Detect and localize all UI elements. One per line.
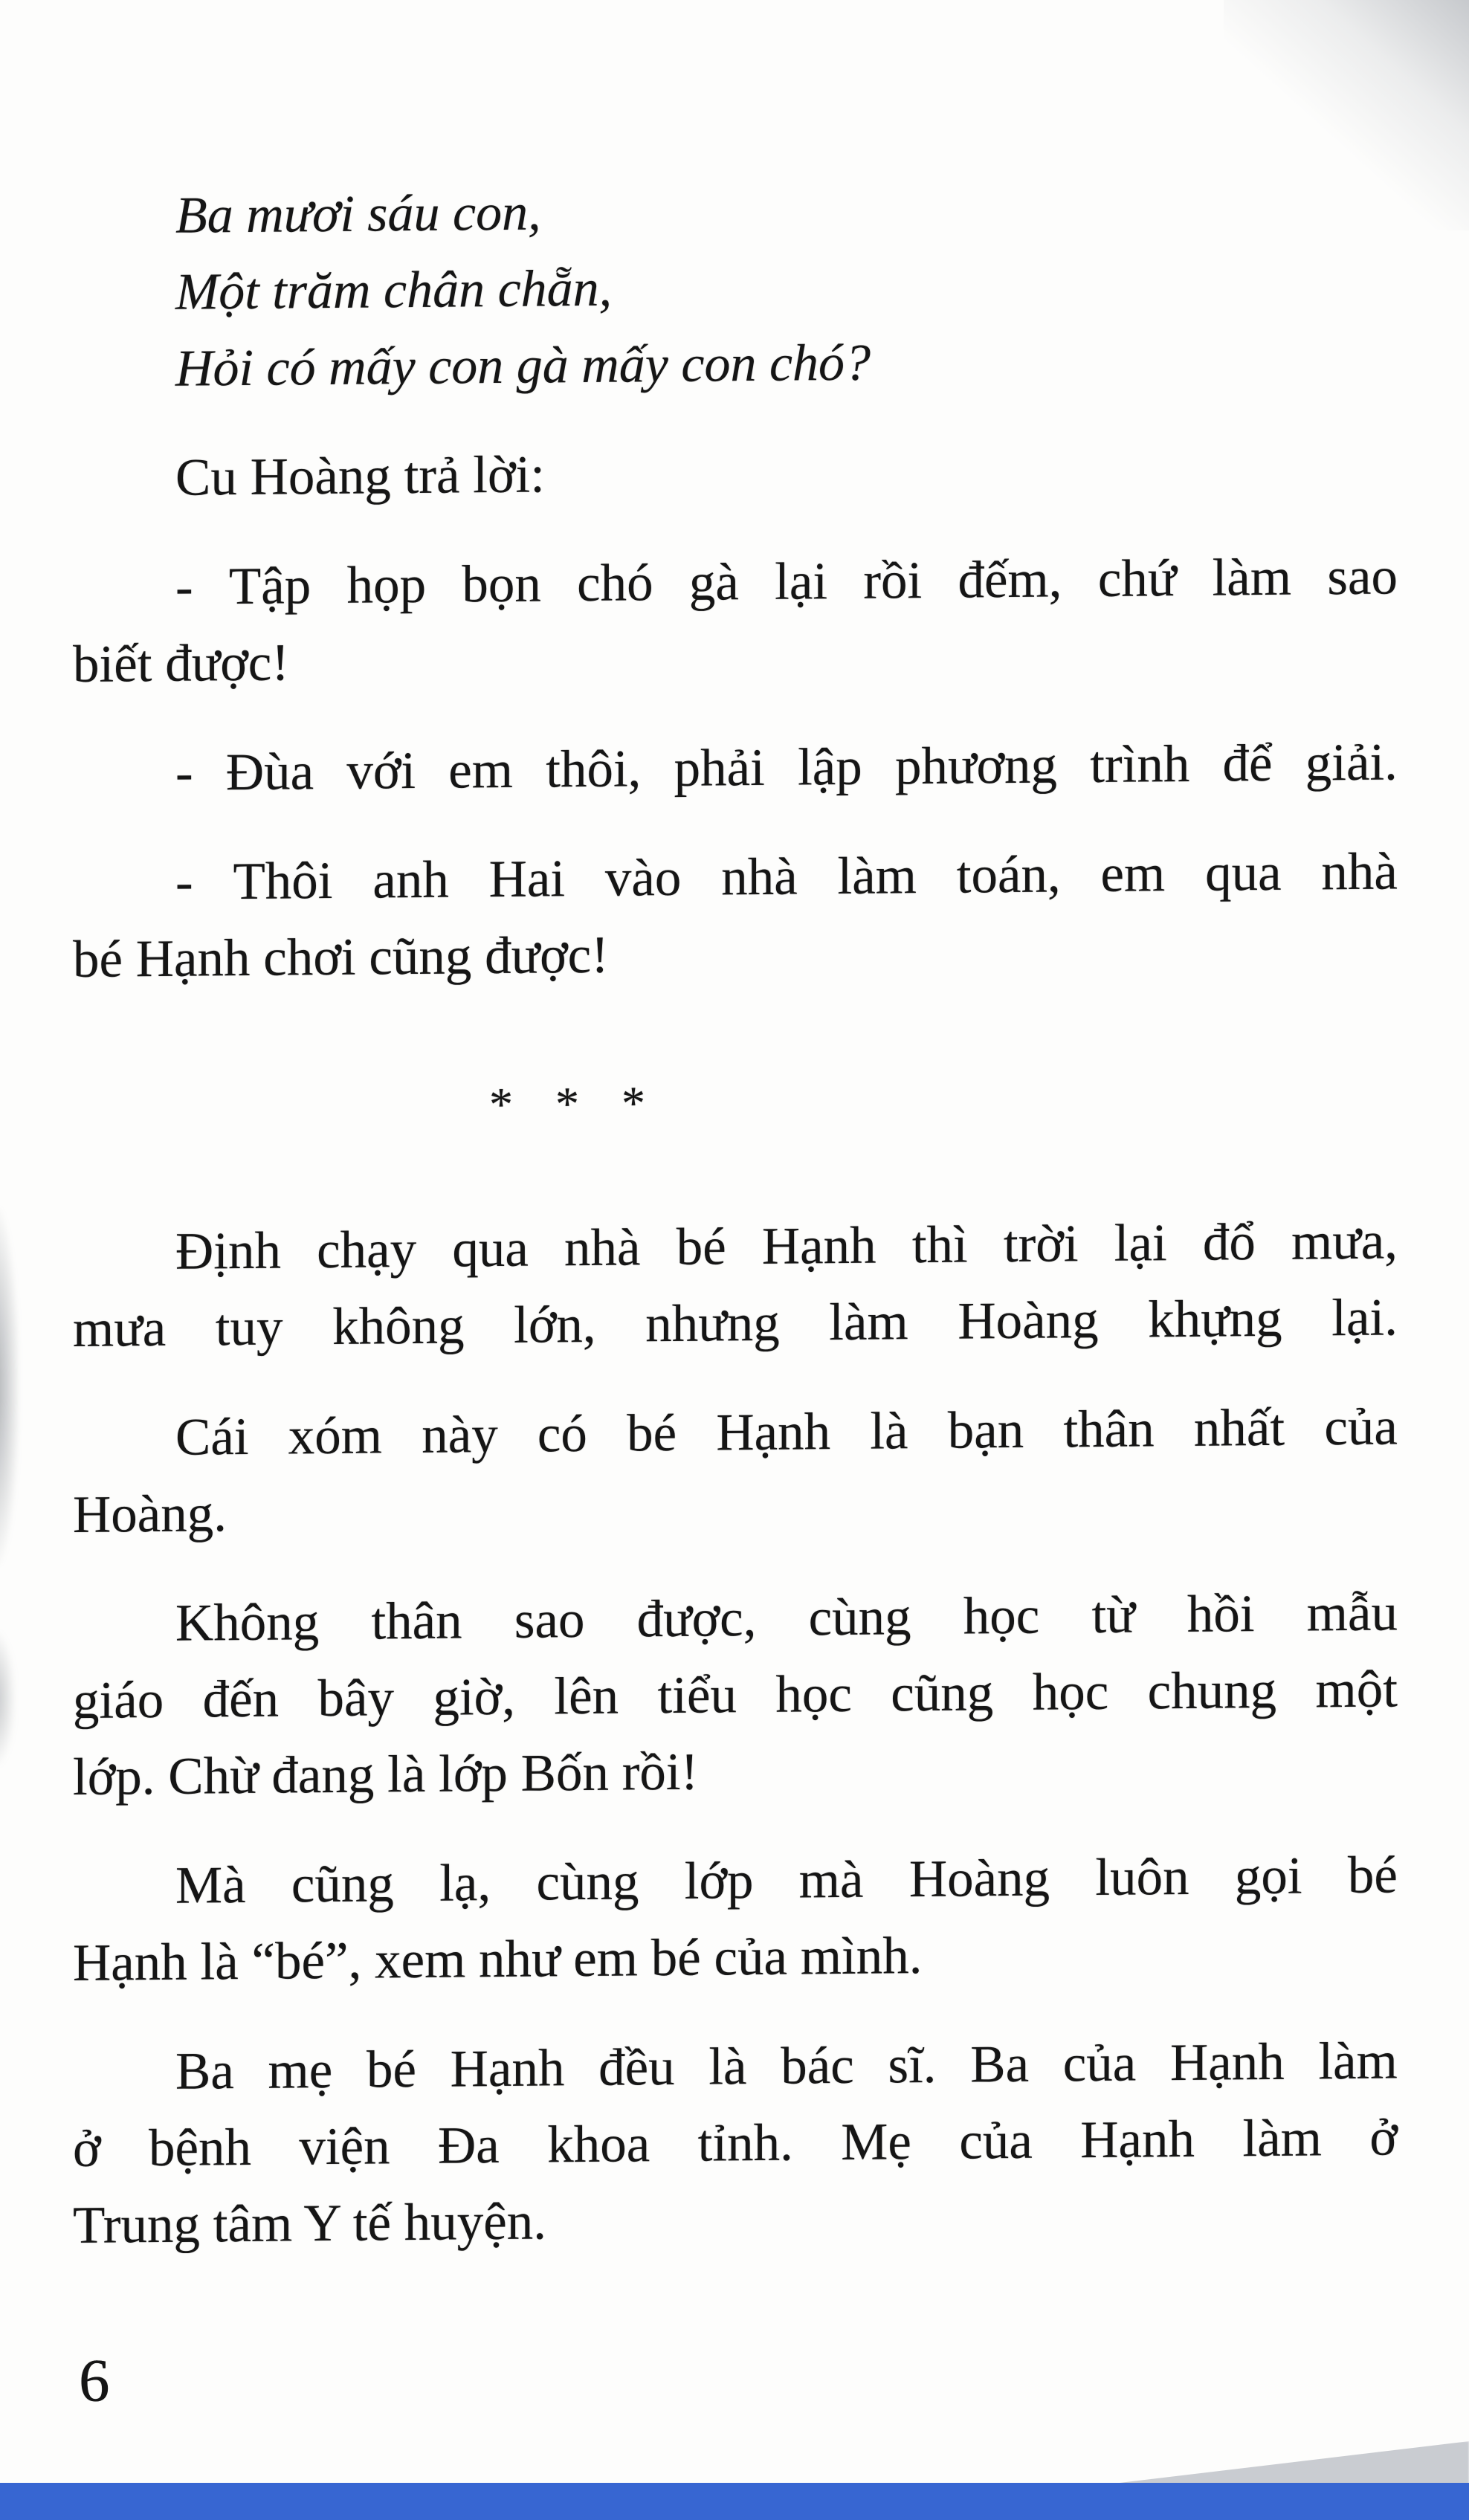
word: khựng: [1148, 1289, 1282, 1349]
word: làm: [1242, 2109, 1322, 2168]
word: bé: [366, 2040, 416, 2099]
word: lớp: [684, 1852, 754, 1910]
word: đều: [598, 2038, 675, 2097]
word: Hạnh: [716, 1403, 831, 1462]
word: Đa: [438, 2116, 500, 2175]
word: một: [1315, 1660, 1398, 1719]
word: Hai: [488, 850, 566, 909]
word: chung: [1147, 1661, 1277, 1721]
word: trời: [1003, 1215, 1079, 1274]
text-line: Cu Hoàng trả lời:: [175, 445, 545, 507]
word: bây: [317, 1669, 395, 1728]
word: Hạnh: [761, 1216, 876, 1276]
word: mưa: [73, 1299, 167, 1358]
word: nhất: [1193, 1398, 1285, 1458]
word: anh: [372, 850, 449, 910]
word: bé: [1347, 1846, 1398, 1905]
word: chạy: [317, 1220, 417, 1280]
text-line: [73, 1837, 1398, 1925]
word: bé: [676, 1218, 726, 1276]
word: ở: [1369, 2108, 1398, 2167]
poem-line: Hỏi có mấy con gà mấy con chó?: [175, 334, 871, 398]
word: *: [622, 1076, 645, 1130]
word: Cái: [175, 1407, 249, 1467]
page-text-column: [73, 0, 1398, 2414]
word: tuy: [215, 1298, 283, 1357]
word: -: [175, 853, 193, 911]
word: bác: [781, 2036, 854, 2096]
scan-smudge-left-small: [0, 1632, 15, 1765]
scan-smudge-left: [0, 1208, 19, 1565]
word: thôi,: [546, 740, 642, 799]
text-line: [73, 1389, 1398, 1477]
word: lại: [1114, 1214, 1167, 1273]
word: viện: [299, 2117, 390, 2177]
poem-line: Một trăm chân chẵn,: [175, 259, 613, 321]
word: vào: [604, 848, 682, 908]
word: Định: [175, 1221, 281, 1281]
word: Hạnh: [1080, 2110, 1195, 2170]
word: mẫu: [1306, 1583, 1398, 1643]
word: sao: [514, 1590, 585, 1650]
text-line: [73, 1574, 1398, 1663]
word: sĩ.: [888, 2035, 937, 2095]
word: thân: [1063, 1400, 1155, 1459]
word: học: [963, 1586, 1040, 1646]
word: xóm: [288, 1406, 383, 1466]
word: cùng: [536, 1852, 639, 1912]
word: chứ: [1097, 549, 1177, 608]
word: *: [489, 1077, 513, 1131]
word: -: [175, 743, 193, 802]
text-line: Hạnh là “bé”, xem như em bé của mình.: [73, 1927, 923, 1992]
word: từ: [1091, 1586, 1135, 1645]
text-line: Hoàng.: [73, 1484, 227, 1544]
word: giờ,: [433, 1667, 515, 1727]
word: làm: [829, 1293, 908, 1352]
word: làm: [1212, 548, 1292, 607]
word: lạ,: [439, 1854, 491, 1913]
word: nhà: [721, 847, 798, 907]
word: học: [1032, 1662, 1109, 1722]
text-line: lớp. Chừ đang là lớp Bốn rồi!: [73, 1742, 699, 1806]
word: Ba: [175, 2042, 234, 2101]
word: hồi: [1186, 1585, 1255, 1644]
word: nhưng: [645, 1293, 780, 1354]
word: rồi: [863, 552, 923, 610]
text-line: [73, 1203, 1398, 1291]
word: toán,: [956, 845, 1061, 905]
word: thân: [371, 1592, 462, 1651]
word: tiểu: [657, 1666, 737, 1725]
word: với: [346, 741, 416, 801]
word: Mà: [175, 1855, 246, 1915]
text-line: Trung tâm Y tế huyện.: [73, 2192, 546, 2255]
word: làm: [1318, 2032, 1398, 2091]
word: Tập: [228, 557, 311, 616]
word: cũng: [291, 1855, 394, 1914]
word: mà: [798, 1850, 864, 1910]
word: nhà: [1321, 842, 1398, 902]
word: Hoàng: [908, 1849, 1050, 1909]
word: bạn: [947, 1400, 1024, 1460]
word: bé: [627, 1403, 677, 1463]
word: của: [1324, 1398, 1398, 1457]
word: khoa: [547, 2115, 650, 2174]
text-line: [73, 1651, 1398, 1739]
word: mưa,: [1291, 1212, 1398, 1271]
word: cùng: [808, 1588, 911, 1647]
word: bệnh: [148, 2118, 251, 2178]
word: phương: [895, 736, 1058, 796]
word: lên: [554, 1667, 619, 1726]
word: giải.: [1305, 733, 1398, 792]
word: tỉnh.: [697, 2113, 793, 2173]
word: học: [775, 1664, 852, 1724]
word: nhà: [564, 1218, 641, 1278]
word: mẹ: [268, 2041, 333, 2100]
word: là: [708, 2038, 747, 2096]
text-line: bé Hạnh chơi cũng được!: [73, 925, 609, 989]
word: *: [555, 1077, 579, 1131]
word: sao: [1327, 547, 1398, 607]
word: được,: [636, 1589, 757, 1649]
word: lại.: [1331, 1288, 1398, 1348]
word: là: [870, 1402, 908, 1461]
word: có: [537, 1404, 587, 1464]
word: Mẹ: [841, 2113, 911, 2171]
word: qua: [452, 1219, 529, 1279]
word: của: [1062, 2034, 1137, 2093]
word: -: [175, 558, 193, 616]
section-separator: [73, 1058, 1398, 1146]
word: lập: [798, 737, 862, 797]
word: chó: [577, 554, 653, 613]
word: Không: [175, 1593, 320, 1652]
word: của: [959, 2111, 1033, 2171]
word: làm: [837, 847, 917, 906]
word: qua: [1205, 843, 1282, 902]
word: em: [448, 740, 514, 800]
word: Hạnh: [450, 2039, 565, 2099]
poem-line: Ba mươi sáu con,: [175, 184, 541, 245]
word: này: [422, 1406, 498, 1464]
text-line: [73, 538, 1398, 627]
text-line: [73, 833, 1398, 922]
word: Ba: [970, 2035, 1030, 2094]
text-line: [73, 2023, 1398, 2111]
word: em: [1100, 844, 1166, 903]
word: gọi: [1234, 1847, 1302, 1906]
page-corner-shadow-bottom-right: [1082, 2441, 1469, 2487]
word: thì: [911, 1215, 968, 1275]
text-line: [73, 2099, 1398, 2188]
text-line: [73, 724, 1398, 812]
word: Đùa: [225, 743, 314, 802]
word: ở: [73, 2119, 101, 2178]
word: lại: [775, 552, 828, 611]
word: phải: [674, 738, 765, 798]
word: Hạnh: [1169, 2032, 1285, 2093]
word: bọn: [462, 555, 541, 614]
word: họp: [346, 555, 427, 615]
word: đổ: [1202, 1213, 1256, 1272]
word: trình: [1090, 734, 1190, 795]
bottom-blue-bar: [0, 2483, 1469, 2520]
page-number: 6: [79, 2346, 109, 2414]
word: cũng: [891, 1664, 994, 1723]
word: lớn,: [514, 1295, 596, 1354]
text-line: biết được!: [73, 633, 289, 694]
word: không: [332, 1296, 465, 1356]
word: Hoàng: [958, 1290, 1099, 1351]
word: đếm,: [958, 550, 1062, 610]
word: Thôi: [233, 851, 333, 911]
word: gà: [688, 553, 739, 612]
word: giáo: [73, 1670, 164, 1730]
word: luôn: [1095, 1847, 1189, 1907]
text-line: [73, 1279, 1398, 1368]
word: để: [1222, 734, 1273, 793]
word: đến: [202, 1670, 280, 1729]
